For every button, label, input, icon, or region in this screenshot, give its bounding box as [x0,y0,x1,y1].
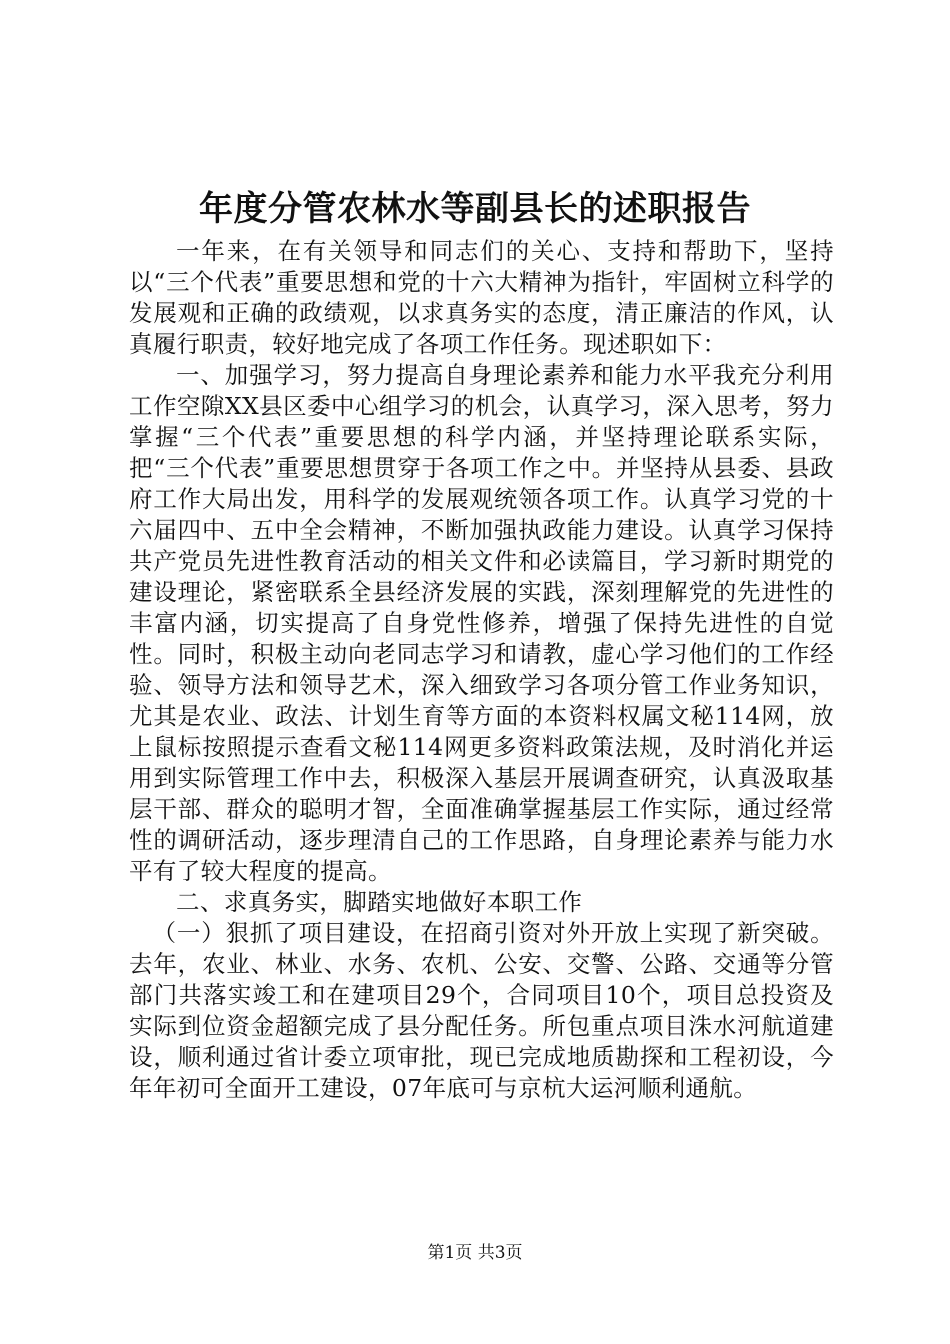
paragraph-section-2-heading: 二、求真务实，脚踏实地做好本职工作 [176,888,583,916]
paragraph-section-1: 一、加强学习，努力提高自身理论素养和能力水平我充分利用工作空隙XX县区委中心组学习的机会，认真学习，深入思考，努力掌握“三个代表”重要思想的科学内涵，并坚持理论联系实际，把“三个代表”重要思想贯穿于各项工作之中。并坚持从县委、县政府工作大局出发，用科学的发展观统领各项工作。认真学习党的十六届四中、五中全会精神，不断加强执政能力建设。认真学习保持共产党员先进性教育活动的相关文件和必读篇目，学习新时期党的建设理论，紧密联系全县经济发展的实践，深刻理解党的先进性的丰富内涵，切实提高了自身党性修养，增强了保持先进性的自觉性。同时，积极主动向老同志学习和请教，虚心学习他们的工作经验、领导方法和领导艺术，深入细致学习各项分管工作业务知识，尤其是农业、政法、计划生育等方面的本资料权属文秘114网，放上鼠标按照提示查看文秘114网更多资料政策法规，及时消化并运用到实际管理工作中去，积极深入基层开展调查研究，认真汲取基层干部、群众的聪明才智，全面准确掌握基层工作实际，通过经常性的调研活动，逐步理清自己的工作思路，自身理论素养与能力水平有了较大程度的提高。 [129,361,834,885]
paragraph-intro: 一年来，在有关领导和同志们的关心、支持和帮助下，坚持以“三个代表”重要思想和党的十六大精神为指针，牢固树立科学的发展观和正确的政绩观，以求真务实的态度，清正廉洁的作风，认真履行职责，较好地完成了各项工作任务。现述职如下： [129,237,834,358]
document-body [129,236,834,1104]
paragraph-section-2-item-1: （一）狠抓了项目建设，在招商引资对外开放上实现了新突破。去年，农业、林业、水务、农机、公安、交警、公路、交通等分管部门共落实竣工和在建项目29个，合同项目10个，项目总投资及实际到位资金超额完成了县分配任务。所包重点项目洙水河航道建设，顺利通过省计委立项审批，现已完成地质勘探和工程初设，今年年初可全面开工建设，07年底可与京杭大运河顺利通航。 [129,919,834,1102]
document-title: 年度分管农林水等副县长的述职报告 [199,189,751,229]
page-footer: 第1页 共3页 [427,1243,523,1263]
